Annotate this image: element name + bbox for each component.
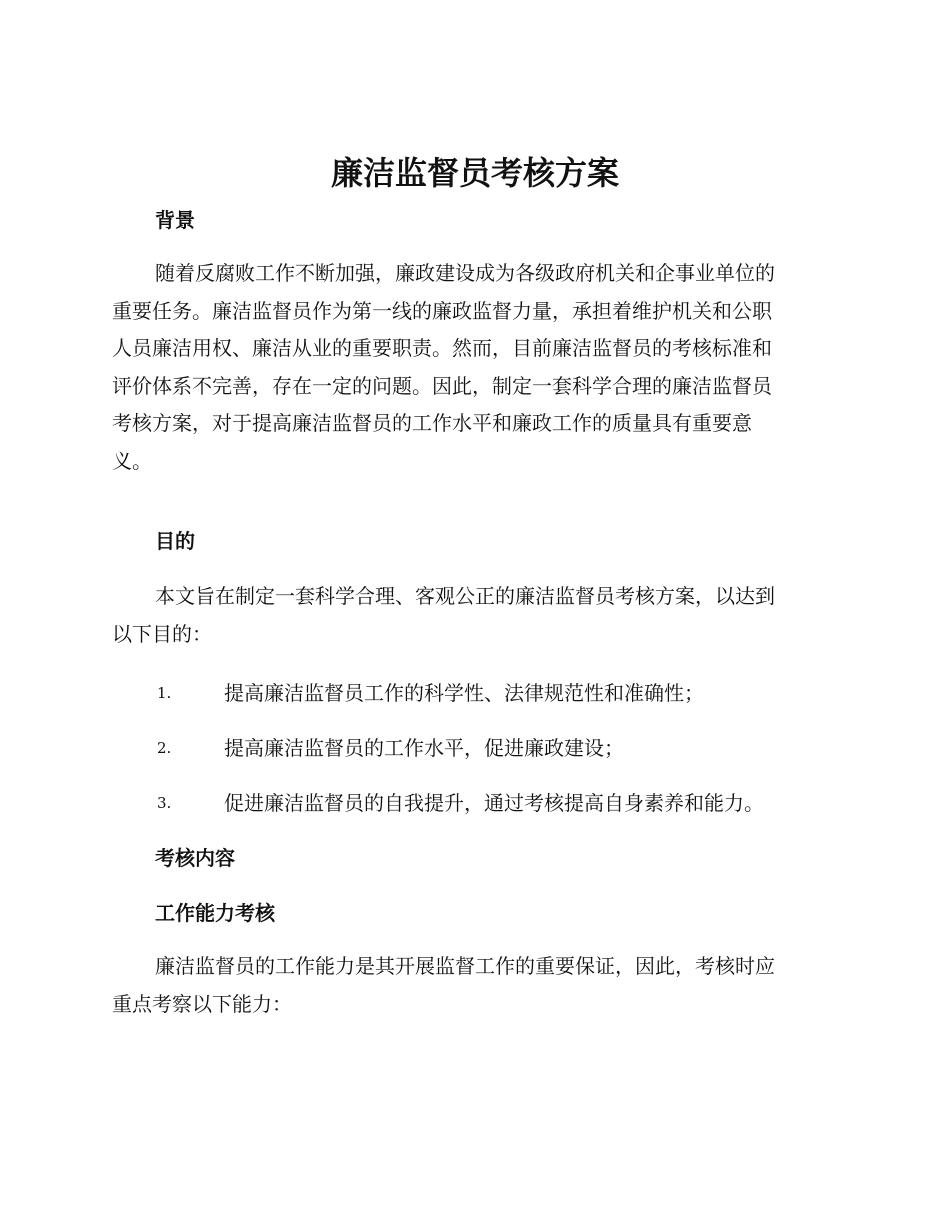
- document-title: 廉洁监督员考核方案: [330, 154, 619, 192]
- list-item-number: 3.: [157, 794, 172, 812]
- paragraph-line: 廉洁监督员的工作能力是其开展监督工作的重要保证，因此，考核时应: [155, 954, 775, 978]
- paragraph-line: 以下目的：: [112, 621, 212, 646]
- paragraph-line: 重要任务。廉洁监督员作为第一线的廉政监督力量，承担着维护机关和公职: [112, 298, 772, 323]
- section-heading-ability: 工作能力考核: [155, 901, 275, 925]
- list-item-number: 1.: [157, 684, 172, 702]
- section-heading-background: 背景: [155, 208, 195, 232]
- ability-paragraph: [112, 948, 832, 1023]
- section-heading-content: 考核内容: [155, 846, 235, 870]
- list-item-number: 2.: [157, 739, 172, 757]
- paragraph-line: 人员廉洁用权、廉洁从业的重要职责。然而，目前廉洁监督员的考核标准和: [112, 336, 772, 360]
- section-heading-purpose: 目的: [155, 529, 195, 553]
- list-item-text: 提高廉洁监督员工作的科学性、法律规范性和准确性；: [224, 681, 704, 705]
- paragraph-line: 随着反腐败工作不断加强，廉政建设成为各级政府机关和企事业单位的: [155, 261, 775, 285]
- purpose-paragraph: [112, 578, 832, 653]
- paragraph-line: 义。: [112, 448, 152, 473]
- list-item-text: 提高廉洁监督员的工作水平，促进廉政建设；: [224, 736, 624, 760]
- paragraph-line: 本文旨在制定一套科学合理、客观公正的廉洁监督员考核方案，以达到: [155, 584, 775, 608]
- paragraph-line: 重点考察以下能力：: [112, 991, 292, 1016]
- list-item: [157, 733, 837, 763]
- list-item-text: 促进廉洁监督员的自我提升，通过考核提高自身素养和能力。: [224, 791, 764, 815]
- paragraph-line: 评价体系不完善，存在一定的问题。因此，制定一套科学合理的廉洁监督员: [112, 373, 772, 398]
- background-paragraph: [112, 255, 832, 480]
- list-item: [157, 788, 837, 818]
- paragraph-line: 考核方案，对于提高廉洁监督员的工作水平和廉政工作的质量具有重要意: [112, 411, 752, 435]
- list-item: [157, 678, 837, 708]
